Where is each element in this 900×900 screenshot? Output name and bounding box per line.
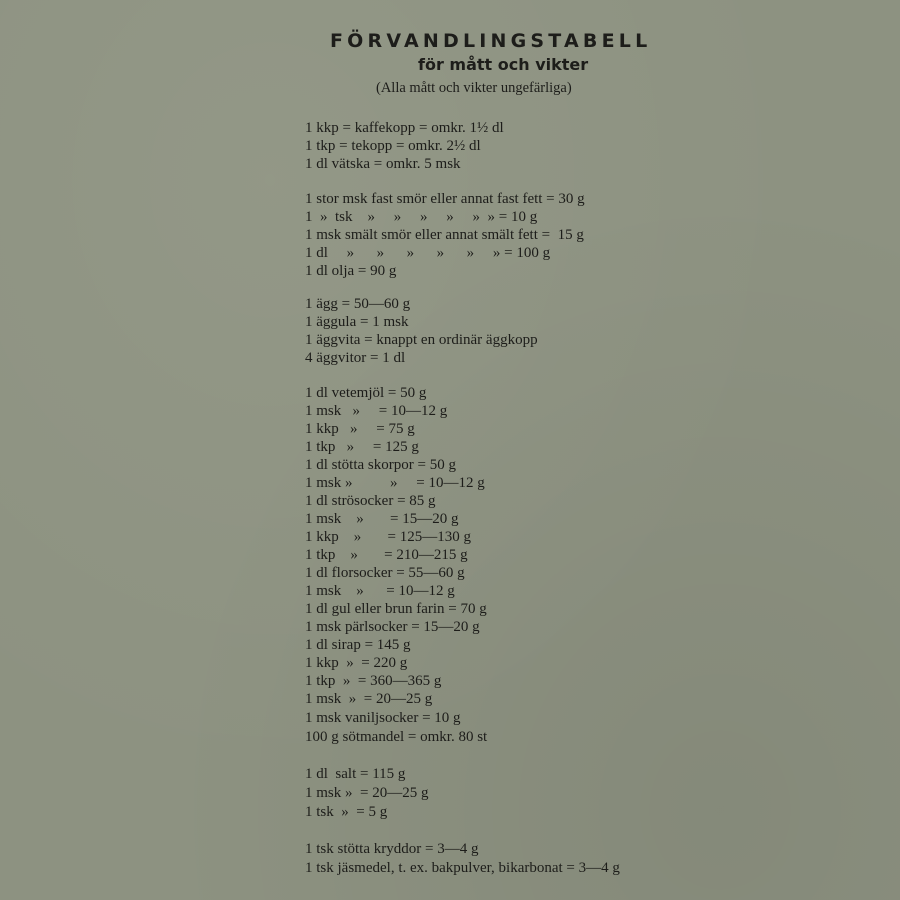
table-line: 1 äggvita = knappt en ordinär äggkopp — [305, 332, 538, 348]
table-line: 1 msk smält smör eller annat smält fett = 15 g — [305, 227, 584, 243]
table-line: 1 tkp = tekopp = omkr. 2½ dl — [305, 138, 481, 154]
page-subtitle: för mått och vikter — [418, 55, 589, 74]
table-line: 1 dl salt = 115 g — [305, 766, 406, 782]
table-line: 1 tsk » = 5 g — [305, 804, 388, 820]
table-line: 1 dl olja = 90 g — [305, 263, 397, 279]
approximation-note: (Alla mått och vikter ungefärliga) — [376, 80, 572, 96]
table-line: 100 g sötmandel = omkr. 80 st — [305, 729, 488, 745]
table-line: 1 dl sirap = 145 g — [305, 637, 411, 653]
table-line: 1 msk » = 15—20 g — [305, 511, 459, 527]
table-line: 1 stor msk fast smör eller annat fast fett = 30 g — [305, 191, 585, 207]
table-line: 1 » tsk » » » » » » = 10 g — [305, 209, 538, 225]
table-line: 1 kkp » = 75 g — [305, 421, 415, 437]
table-line: 1 tsk jäsmedel, t. ex. bakpulver, bikarbonat = 3—4 g — [305, 860, 620, 876]
table-line: 1 tsk stötta kryddor = 3—4 g — [305, 841, 479, 857]
table-line: 1 msk » = 10—12 g — [305, 583, 455, 599]
page-title: FÖRVANDLINGSTABELL — [330, 30, 652, 52]
table-line: 1 äggula = 1 msk — [305, 314, 409, 330]
table-line: 1 msk pärlsocker = 15—20 g — [305, 619, 480, 635]
table-line: 1 kkp » = 125—130 g — [305, 529, 471, 545]
table-line: 1 dl » » » » » » = 100 g — [305, 245, 551, 261]
table-line: 1 msk » » = 10—12 g — [305, 475, 485, 491]
table-line: 1 dl vätska = omkr. 5 msk — [305, 156, 461, 172]
table-line: 1 kkp » = 220 g — [305, 655, 408, 671]
table-line: 1 ägg = 50—60 g — [305, 296, 411, 312]
table-line: 1 dl gul eller brun farin = 70 g — [305, 601, 487, 617]
table-line: 1 dl strösocker = 85 g — [305, 493, 436, 509]
table-line: 1 msk » = 20—25 g — [305, 785, 429, 801]
table-line: 1 tkp » = 210—215 g — [305, 547, 468, 563]
table-line: 1 tkp » = 360—365 g — [305, 673, 442, 689]
table-line: 1 msk » = 10—12 g — [305, 403, 448, 419]
table-line: 1 msk » = 20—25 g — [305, 691, 433, 707]
table-line: 4 äggvitor = 1 dl — [305, 350, 406, 366]
table-line: 1 dl florsocker = 55—60 g — [305, 565, 465, 581]
table-line: 1 dl stötta skorpor = 50 g — [305, 457, 456, 473]
table-line: 1 msk vaniljsocker = 10 g — [305, 710, 461, 726]
table-line: 1 tkp » = 125 g — [305, 439, 419, 455]
table-line: 1 kkp = kaffekopp = omkr. 1½ dl — [305, 120, 504, 136]
table-line: 1 dl vetemjöl = 50 g — [305, 385, 427, 401]
